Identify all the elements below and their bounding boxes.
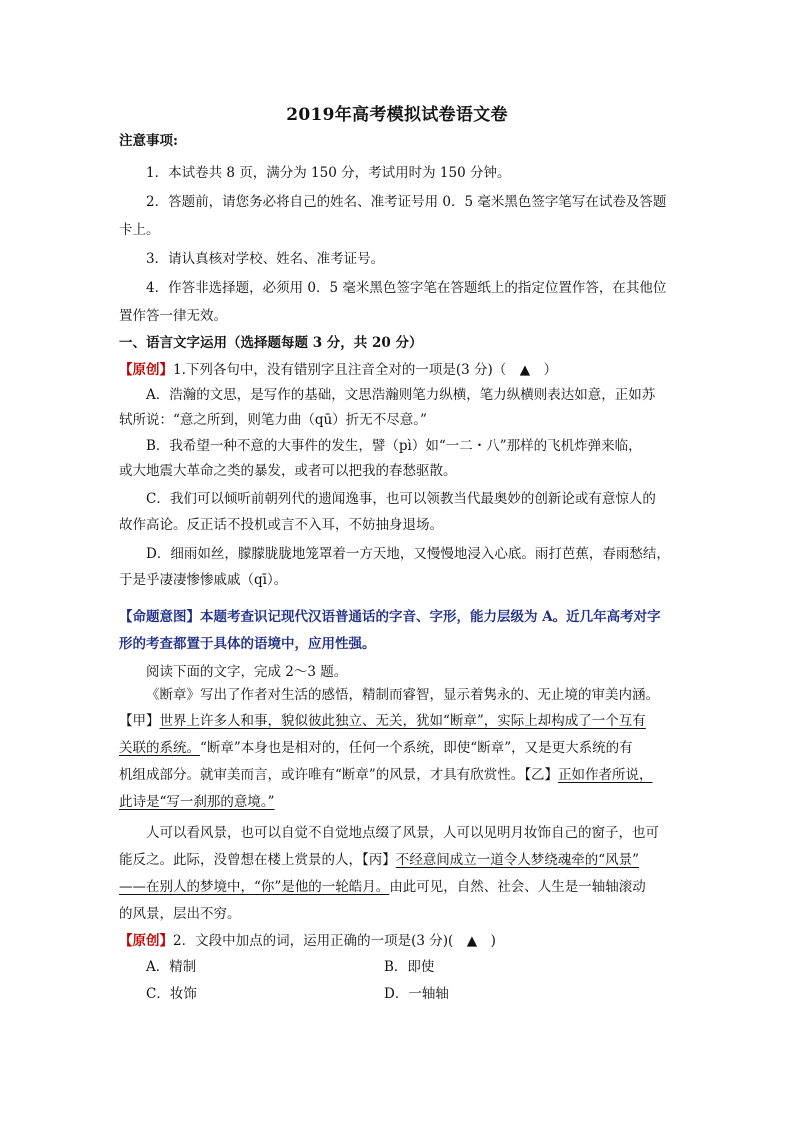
underlined-sentence-jia: 世界上许多人和事，貌似彼此独立、无关，犹如“断章”，实际上却构成了一个互有 xyxy=(159,713,646,729)
passage-p1-line-3: 关联的系统。“断章”本身也是相对的，任何一个系统，即使“断章”，又是更大系统的有 xyxy=(119,740,633,756)
underlined-sentence-yi-end: 此诗是“写一刹那的意境。” xyxy=(119,794,275,810)
q1-stem-line xyxy=(119,360,557,380)
q2-stem: 2．文段中加点的词，运用正确的一项是(3 分)( ▲ ) xyxy=(173,933,496,949)
underlined-sentence-bing-end: ——在别人的梦境中，“你”是他的一轮皓月。 xyxy=(119,879,390,895)
q2-option-b: B．即使 xyxy=(384,959,435,975)
q1-option-c-line-1: C．我们可以倾听前朝列代的遗闻逸事，也可以领教当代最奥妙的创新论或有意惊人的 xyxy=(146,491,656,507)
q1-option-c-line-2: 故作高论。反正话不投机或言不入耳，不妨抽身退场。 xyxy=(119,517,443,533)
passage-p2-line-4: 的风景，层出不穷。 xyxy=(119,906,241,922)
q1-option-a-line-2: 轼所说：“意之所到，则笔力曲（qū）折无不尽意。” xyxy=(119,412,427,428)
q1-option-b-line-2: 或大地震大革命之类的暴发，或者可以把我的春愁驱散。 xyxy=(119,463,457,479)
notice-item-4-line-2: 置作答一律无效。 xyxy=(119,308,227,324)
passage-intro: 阅读下面的文字，完成 2～3 题。 xyxy=(146,664,348,680)
notice-item-3: 3．请认真核对学校、姓名、准考证号。 xyxy=(146,251,385,267)
q1-stem: 1.下列各句中，没有错别字且注音全对的一项是(3 分)（ ▲ ） xyxy=(173,362,558,378)
q1-option-a-line-1: A．浩瀚的文思，是写作的基础，文思浩瀚则笔力纵横，笔力纵横则表达如意，正如苏 xyxy=(146,387,656,403)
passage-p2-line-2: 能反之。此际，没曾想在楼上赏景的人，【丙】不经意间成立一道令人梦绕魂牵的“风景” xyxy=(119,852,640,868)
q1-original-tag: 【原创】 xyxy=(119,362,173,378)
q2-original-tag: 【原创】 xyxy=(119,933,173,949)
intent-line-2: 形的考查都置于具体的语境中，应用性强。 xyxy=(119,636,376,652)
notice-item-2-line-1: 2．答题前，请您务必将自己的姓名、准考证号用 0．5 毫米黑色签字笔写在试卷及答题 xyxy=(146,194,667,210)
q2-option-d: D．一轴轴 xyxy=(384,986,449,1002)
q1-option-b-line-1: B．我希望一种不意的大事件的发生，譬（pì）如“一二・八”那样的飞机炸弹来临， xyxy=(146,438,642,454)
notice-heading: 注意事项: xyxy=(119,133,178,149)
passage-p2-line-3: ——在别人的梦境中，“你”是他的一轮皓月。由此可见，自然、社会、人生是一轴轴滚动 xyxy=(119,879,646,895)
q2-option-c: C．妆饰 xyxy=(146,986,197,1002)
underlined-sentence-bing: 不经意间成立一道令人梦绕魂牵的“风景” xyxy=(395,852,640,868)
underlined-sentence-yi: 正如作者所说， xyxy=(558,767,653,783)
page-title: 2019年高考模拟试卷语文卷 xyxy=(286,105,508,125)
q2-option-a: A．精制 xyxy=(146,959,197,975)
section-1-heading: 一、语言文字运用（选择题每题 3 分，共 20 分） xyxy=(119,335,423,351)
notice-item-1: 1．本试卷共 8 页，满分为 150 分，考试用时为 150 分钟。 xyxy=(146,165,511,181)
notice-item-4-line-1: 4．作答非选择题，必须用 0．5 毫米黑色签字笔在答题纸上的指定位置作答，在其他位 xyxy=(146,280,667,296)
marker-yi: 【乙】 xyxy=(524,767,559,783)
q1-option-d-line-2: 于是乎凄凄惨惨戚戚（qī）。 xyxy=(119,572,288,588)
passage-p1-line-4: 机组成部分。就审美而言，或许唯有“断章”的风景，才具有欣赏性。【乙】正如作者所说， xyxy=(119,767,653,783)
marker-jia: 【甲】 xyxy=(119,713,160,729)
passage-p1-line-2 xyxy=(119,711,646,731)
passage-p1-line-1: 《断章》写出了作者对生活的感悟，精制而睿智，显示着隽永的、无止境的审美内涵。 xyxy=(146,687,659,703)
passage-p2-line-1: 人可以看风景，也可以自觉不自觉地点缀了风景，人可以见明月妆饰自己的窗子，也可 xyxy=(146,825,659,841)
notice-item-2-line-2: 卡上。 xyxy=(119,222,160,238)
marker-bing: 【丙】 xyxy=(362,852,396,868)
underlined-sentence-jia-end: 关联的系统。 xyxy=(119,740,200,756)
q2-stem-line xyxy=(119,931,496,951)
q1-option-d-line-1: D．细雨如丝，朦朦胧胧地笼罩着一方天地，又慢慢地浸入心底。雨打芭蕉，春雨愁结， xyxy=(146,546,670,562)
intent-line-1: 【命题意图】本题考查识记现代汉语普通话的字音、字形，能力层级为 A。近几年高考对字 xyxy=(119,609,661,625)
